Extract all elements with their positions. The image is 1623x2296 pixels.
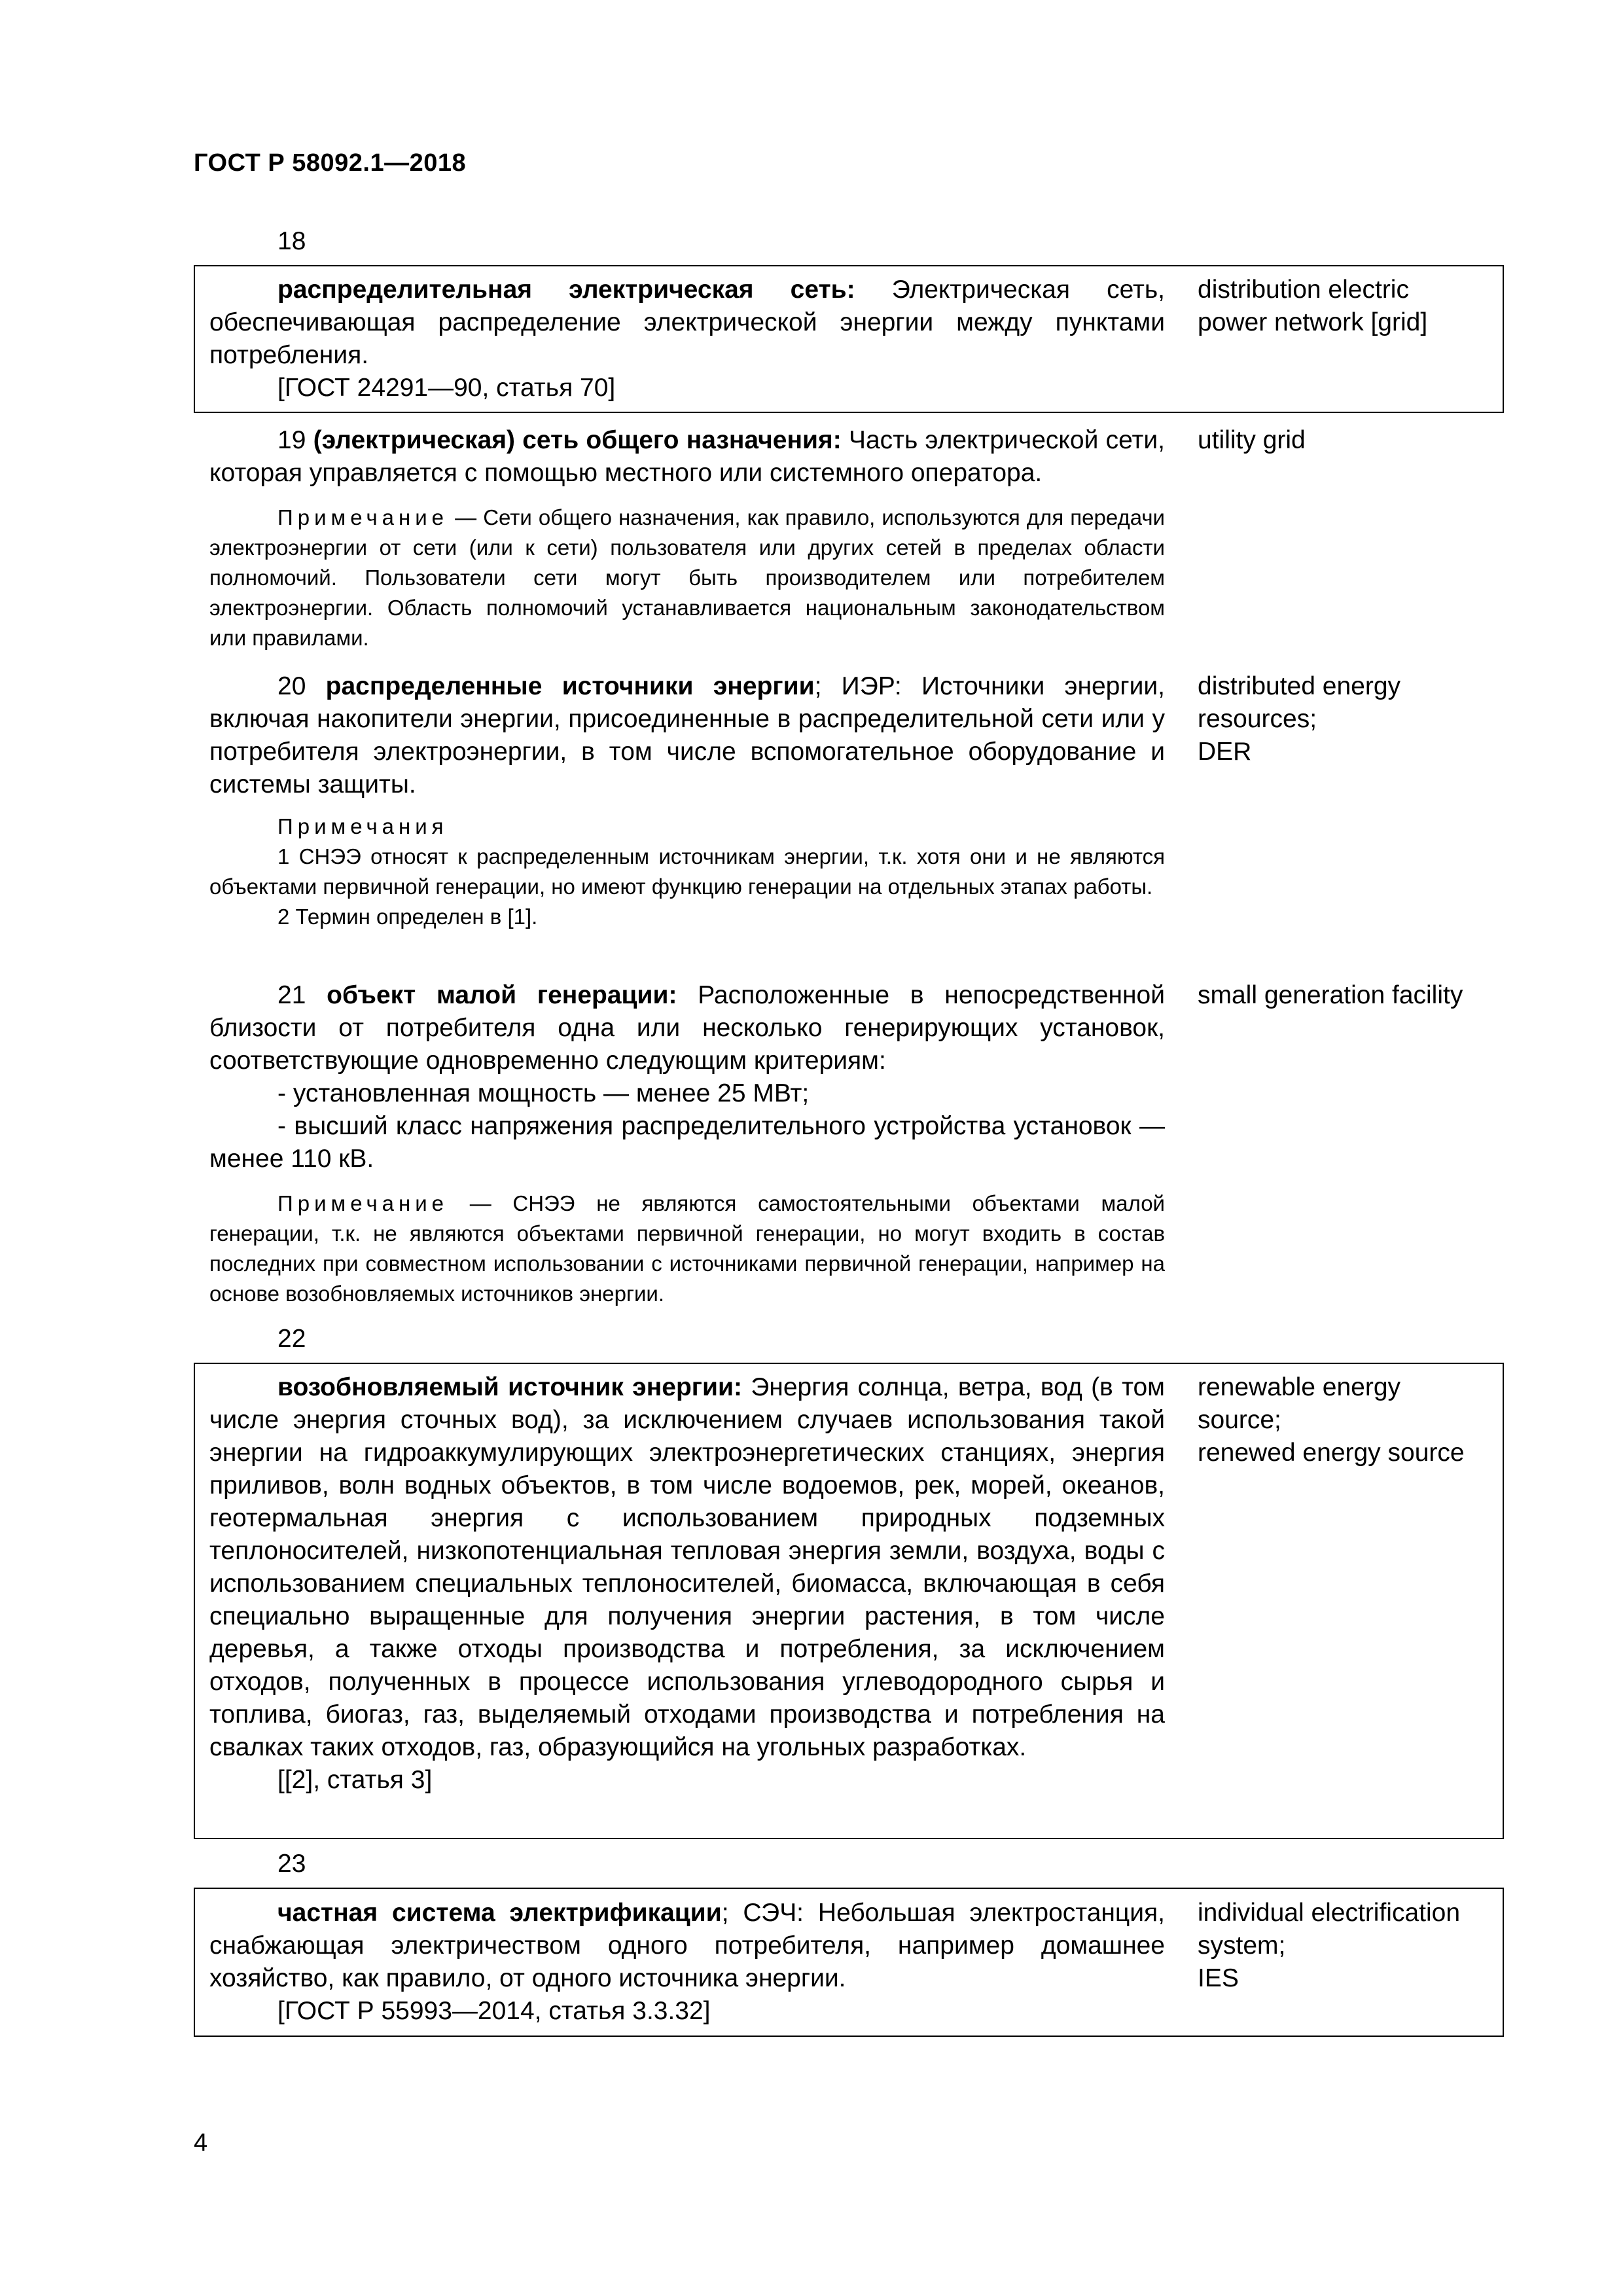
term-19-english-line: utility grid: [1198, 426, 1306, 454]
term-20-notes-label: Примечания: [277, 814, 448, 838]
term-21-english: [1198, 979, 1512, 1012]
term-21-english-line: small generation facility: [1198, 981, 1463, 1009]
document-code-header: ГОСТ Р 58092.1—2018: [194, 149, 467, 177]
term-23-english: [1198, 1897, 1512, 1995]
term-21-note: [209, 1189, 1165, 1309]
term-18-number: 18: [277, 227, 306, 255]
term-18-english: [1198, 274, 1512, 339]
term-20-note-1: 1 СНЭЭ относят к распределенным источникам энергии, т.к. хотя они и не являются объектами первичной генерации, но имеют функцию генерации на отдельных этапах работы.: [209, 844, 1165, 899]
term-20-english: [1198, 670, 1512, 768]
term-22-source: [[2], статья 3]: [277, 1766, 433, 1794]
term-22-english: [1198, 1371, 1512, 1469]
term-20-notes: [209, 812, 1165, 932]
term-20-term: распределенные источники энергии: [325, 672, 815, 700]
term-23-number: 23: [277, 1850, 306, 1878]
term-23-source: [ГОСТ Р 55993—2014, статья 3.3.32]: [277, 1997, 711, 2025]
term-20-note-2: 2 Термин определен в [1].: [277, 905, 538, 929]
term-19-term: (электрическая) сеть общего назначения:: [313, 426, 842, 454]
term-21-definition: [209, 979, 1165, 1175]
term-22-text: Энергия солнца, ветра, вод (в том числе энергия сточных вод), за исключением случаев использования такой энергии на гидроаккумулирующих электроэнергетических станциях, энергия приливов, волн водных объектов, в том числе водоемов, рек, морей, океанов, геотермальная энергия с использованием природных подземных теплоносителей, низкопотенциальная тепловая энергия земли, воздуха, воды с использованием специальных теплоносителей, биомасса, включающая в себя специально выращенные для получения энергии растения, в том числе деревья, а также отходы производства и потребления, за исключением отходов, полученных в процессе использования углеводородного сырья и топлива, биогаз, газ, выделяемый отходами производства и потребления на свалках таких отходов, газ, образующийся на угольных разработках.: [209, 1373, 1165, 1761]
term-20-english-line: resources;: [1198, 705, 1317, 733]
term-20-text: ; ИЭР: Источники энергии, включая накопители энергии, присоединенные в распределительной сети или у потребителя электроэнергии, в том числе вспомогательное оборудование и системы защиты.: [209, 672, 1165, 798]
term-21-term: объект малой генерации:: [327, 981, 677, 1009]
page-number: 4: [194, 2129, 208, 2157]
term-21-note-text: — СНЭЭ не являются самостоятельными объектами малой генерации, т.к. не являются объектами первичной генерации, но могут входить в состав последних при совместном использовании с источниками первичной генерации, например на основе возобновляемых источников энергии.: [209, 1191, 1165, 1306]
term-23-english-line: individual electrification: [1198, 1899, 1461, 1927]
term-21-note-label: Примечание: [277, 1191, 449, 1215]
term-21-number: 21: [277, 981, 327, 1009]
term-20-english-line: DER: [1198, 738, 1252, 766]
term-20-number: 20: [277, 672, 326, 700]
term-18-source: [ГОСТ 24291—90, статья 70]: [277, 374, 616, 402]
term-22-english-line: source;: [1198, 1406, 1281, 1434]
term-23-text: ; СЭЧ: Небольшая электростанция, снабжающая электричеством одного потребителя, например домашнее хозяйство, как правило, от одного источника энергии.: [209, 1899, 1165, 1992]
term-21-item-2: - высший класс напряжения распределительного устройства установок — менее 110 кВ.: [209, 1112, 1165, 1173]
term-18-term: распределительная электрическая сеть:: [277, 276, 855, 304]
term-21-item-1: - установленная мощность — менее 25 МВт;: [277, 1079, 810, 1107]
term-20-definition: [209, 670, 1165, 801]
term-23-english-line: system;: [1198, 1931, 1286, 1960]
term-22-definition: [209, 1371, 1165, 1797]
term-19-note-label: Примечание: [277, 505, 449, 529]
term-21-text: Расположенные в непосредственной близости от потребителя одна или несколько генерирующих установок, соответствующие одновременно следующим критериям:: [209, 981, 1166, 1075]
term-19-note: [209, 503, 1165, 653]
term-22-english-line: renewable energy: [1198, 1373, 1401, 1401]
term-19-english: [1198, 424, 1512, 457]
term-23-term: частная система электрификации: [277, 1899, 722, 1927]
term-18-text: Электрическая сеть, обеспечивающая распределение электрической энергии между пунктами потребления.: [209, 276, 1165, 369]
term-19-note-text: — Сети общего назначения, как правило, используются для передачи электроэнергии от сети (или к сети) пользователя или других сетей в пределах области полномочий. Пользователи сети могут быть производителем или потребителем электроэнергии. Область полномочий устанавливается национальным законодательством или правилами.: [209, 505, 1165, 650]
term-18-english-line: distribution electric: [1198, 276, 1409, 304]
term-19-definition: [209, 424, 1165, 490]
term-18-definition: [209, 274, 1165, 404]
term-23-definition: [209, 1897, 1165, 2028]
term-22-number: 22: [277, 1325, 306, 1353]
term-23-english-line: IES: [1198, 1964, 1239, 1992]
term-18-english-line: power network [grid]: [1198, 308, 1428, 336]
term-19-number: 19: [277, 426, 313, 454]
term-19-text: Часть электрической сети, которая управляется с помощью местного или системного оператора.: [209, 426, 1165, 487]
term-20-english-line: distributed energy: [1198, 672, 1401, 700]
term-22-english-line: renewed energy source: [1198, 1439, 1465, 1467]
term-22-term: возобновляемый источник энергии:: [277, 1373, 742, 1401]
